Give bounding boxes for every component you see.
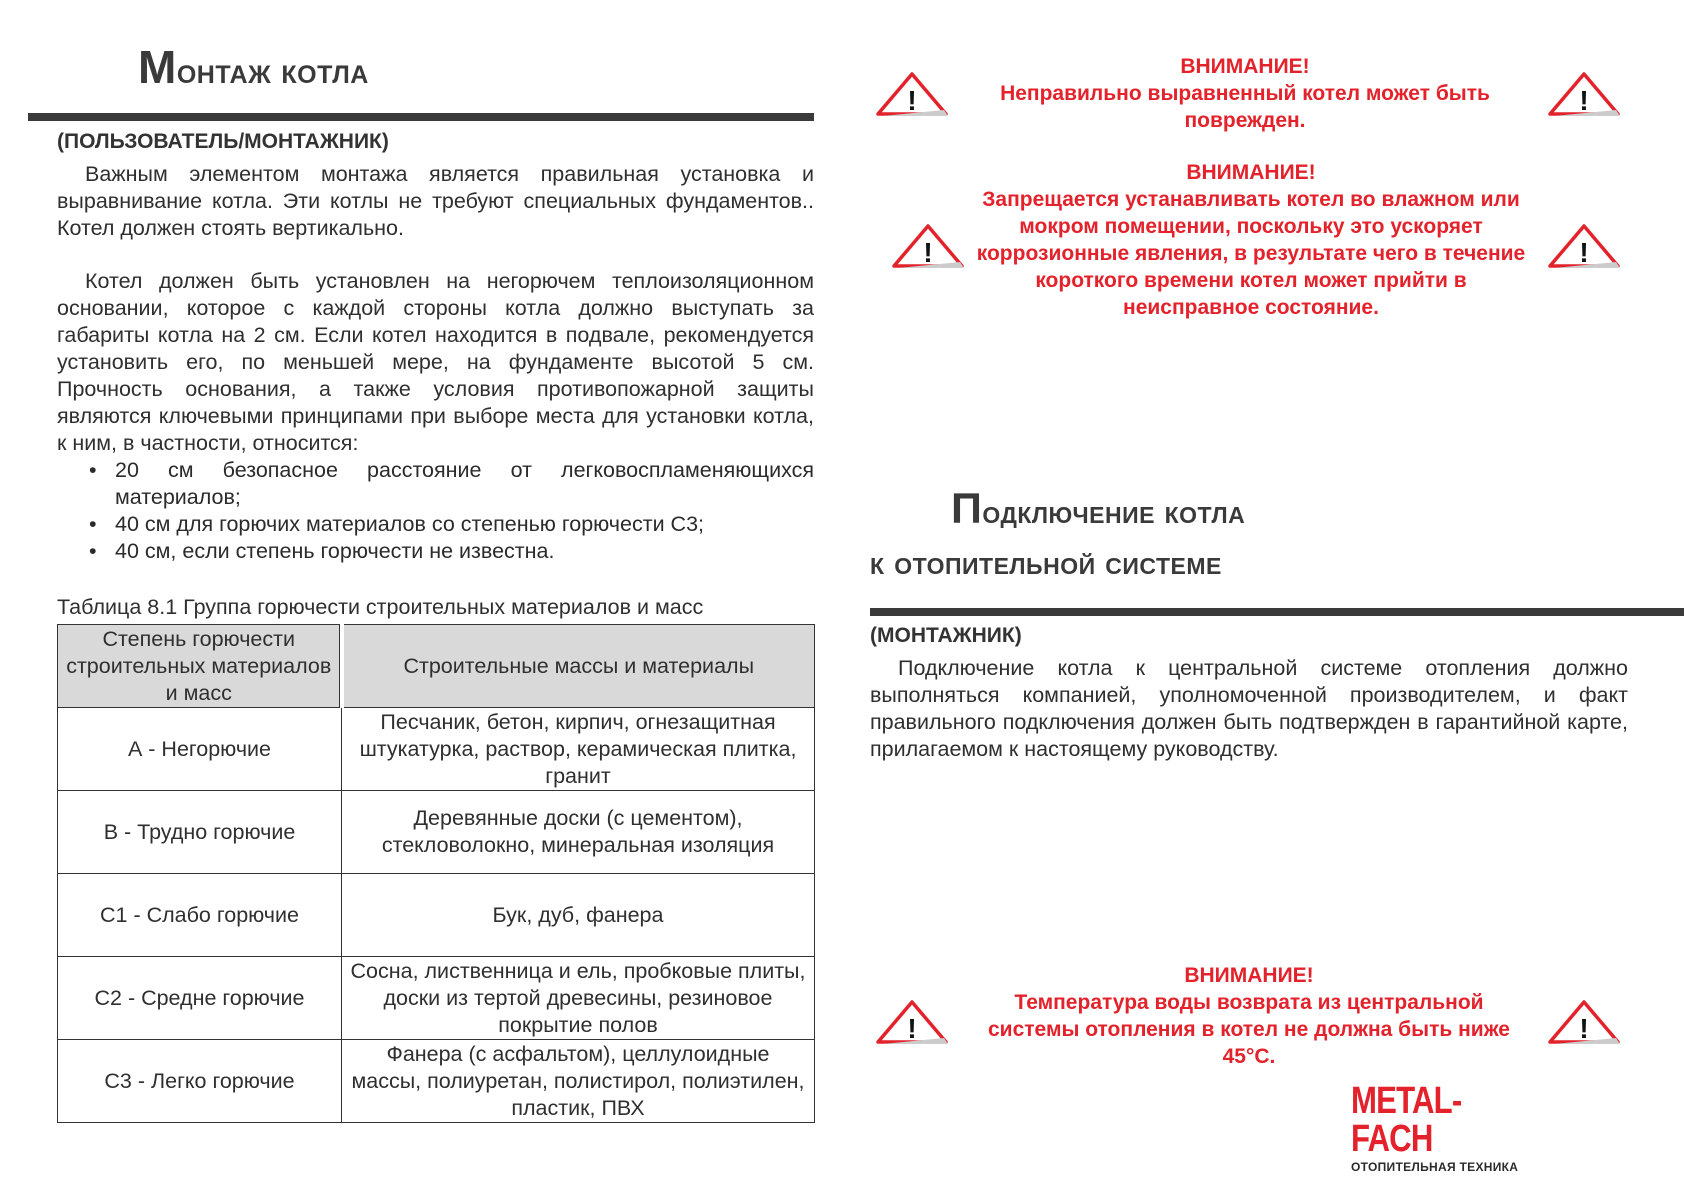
intro-paragraph: Важным элементом монтажа является правильная установка и выравнивание котла. Эти котлы не требуют специальных фундаментов.. Котел должен стоять вертикально. [57,162,814,240]
page-title-installation: Монтаж котла [138,41,369,93]
svg-text:!: ! [923,237,933,268]
warning-misalignment [960,53,1530,134]
table-header-cell: Степень горючести строительных материалов и масс [58,625,342,708]
svg-text:!: ! [907,85,917,116]
warning-title: ВНИМАНИЕ! [1186,161,1316,184]
section-title-connection: Подключение котла [951,485,1246,533]
title-rule [28,113,814,121]
table-row [58,1040,815,1123]
connection-paragraph: Подключение котла к центральной системе отопления должно выполняться компанией, уполномоченной производителем, и факт правильного подключения должен быть подтвержден в гарантийной карте, прилагаемом к настоящему руководству. [870,656,1628,761]
table-cell-class: В - Трудно горючие [58,791,342,874]
table-header-cell: Строительные массы и материалы [342,625,815,708]
svg-text:!: ! [1579,1013,1589,1044]
table-cell-class: С2 - Средне горючие [58,957,342,1040]
table-row [58,957,815,1040]
warning-humid-room [968,159,1534,321]
warning-triangle-icon [892,224,964,268]
warning-triangle-icon [876,1000,948,1044]
table-header-row [58,625,815,708]
warning-text: Запрещается устанавливать котел во влажном или мокром помещении, поскольку это ускоряет коррозионные явления, в результате чего в течение короткого времени котел может прийти в неисправное состояние. [976,188,1526,319]
list-item: • 20 см безопасное расстояние от легковоспламеняющихся материалов; [115,457,814,511]
flammability-table [57,624,815,1123]
section-title-connection-line2: к отопительной системе [870,544,1222,581]
warning-return-temperature [968,962,1530,1070]
section-subtitle-user-installer: (ПОЛЬЗОВАТЕЛЬ/МОНТАЖНИК) [57,130,389,153]
table-row [58,874,815,957]
warning-triangle-icon [1548,224,1620,268]
table-row [58,708,815,791]
table-cell-materials: Сосна, лиственница и ель, пробковые плиты, доски из тертой древесины, резиновое покрытие полов [342,957,815,1040]
warning-triangle-icon [876,72,948,116]
table-caption: Таблица 8.1 Группа горючести строительных материалов и масс [57,595,704,619]
svg-text:!: ! [1579,237,1589,268]
table-cell-class: С3 - Легко горючие [58,1040,342,1123]
svg-text:!: ! [907,1013,917,1044]
table-cell-materials: Бук, дуб, фанера [342,874,815,957]
table-cell-class: С1 - Слабо горючие [58,874,342,957]
list-item: • 40 см для горючих материалов со степенью горючести С3; [115,511,814,538]
table-cell-materials: Деревянные доски (с цементом), стекловолокно, минеральная изоляция [342,791,815,874]
warning-text: Температура воды возврата из центральной системы отопления в котел не должна быть ниже 45°С. [987,991,1510,1068]
clearance-list [57,457,814,565]
svg-text:!: ! [1579,85,1589,116]
logo-wordmark: METAL-FACH [1351,1080,1462,1160]
warning-title: ВНИМАНИЕ! [1184,964,1314,987]
table-cell-materials: Фанера (с асфальтом), целлулоидные массы, полиуретан, полистирол, полиэтилен, пластик, ПВХ [342,1040,815,1123]
warning-text: Неправильно выравненный котел может быть поврежден. [1000,82,1490,132]
table-row [58,791,815,874]
section-rule [870,608,1684,616]
warning-title: ВНИМАНИЕ! [1180,55,1310,78]
base-requirements-paragraph: Котел должен быть установлен на негорючем теплоизоляционном основании, которое с каждой стороны котла должно выступать за габариты котла на 2 см. Если котел находится в подвале, рекомендуется установить его, по меньшей мере, на фундаменте высотой 5 см. Прочность основания, а также условия противопожарной защиты являются ключевыми принципами при выборе места для установки котла, к ним, в частности, относится: [57,269,814,455]
table-cell-materials: Песчаник, бетон, кирпич, огнезащитная штукатурка, раствор, керамическая плитка, гранит [342,708,815,791]
section-subtitle-installer: (МОНТАЖНИК) [870,624,1022,647]
table-cell-class: А - Негорючие [58,708,342,791]
warning-triangle-icon [1548,72,1620,116]
warning-triangle-icon [1548,1000,1620,1044]
brand-logo [1351,1082,1551,1174]
list-item: • 40 см, если степень горючести не известна. [115,538,814,565]
logo-tagline: ОТОПИТЕЛЬНАЯ ТЕХНИКА [1351,1160,1519,1174]
